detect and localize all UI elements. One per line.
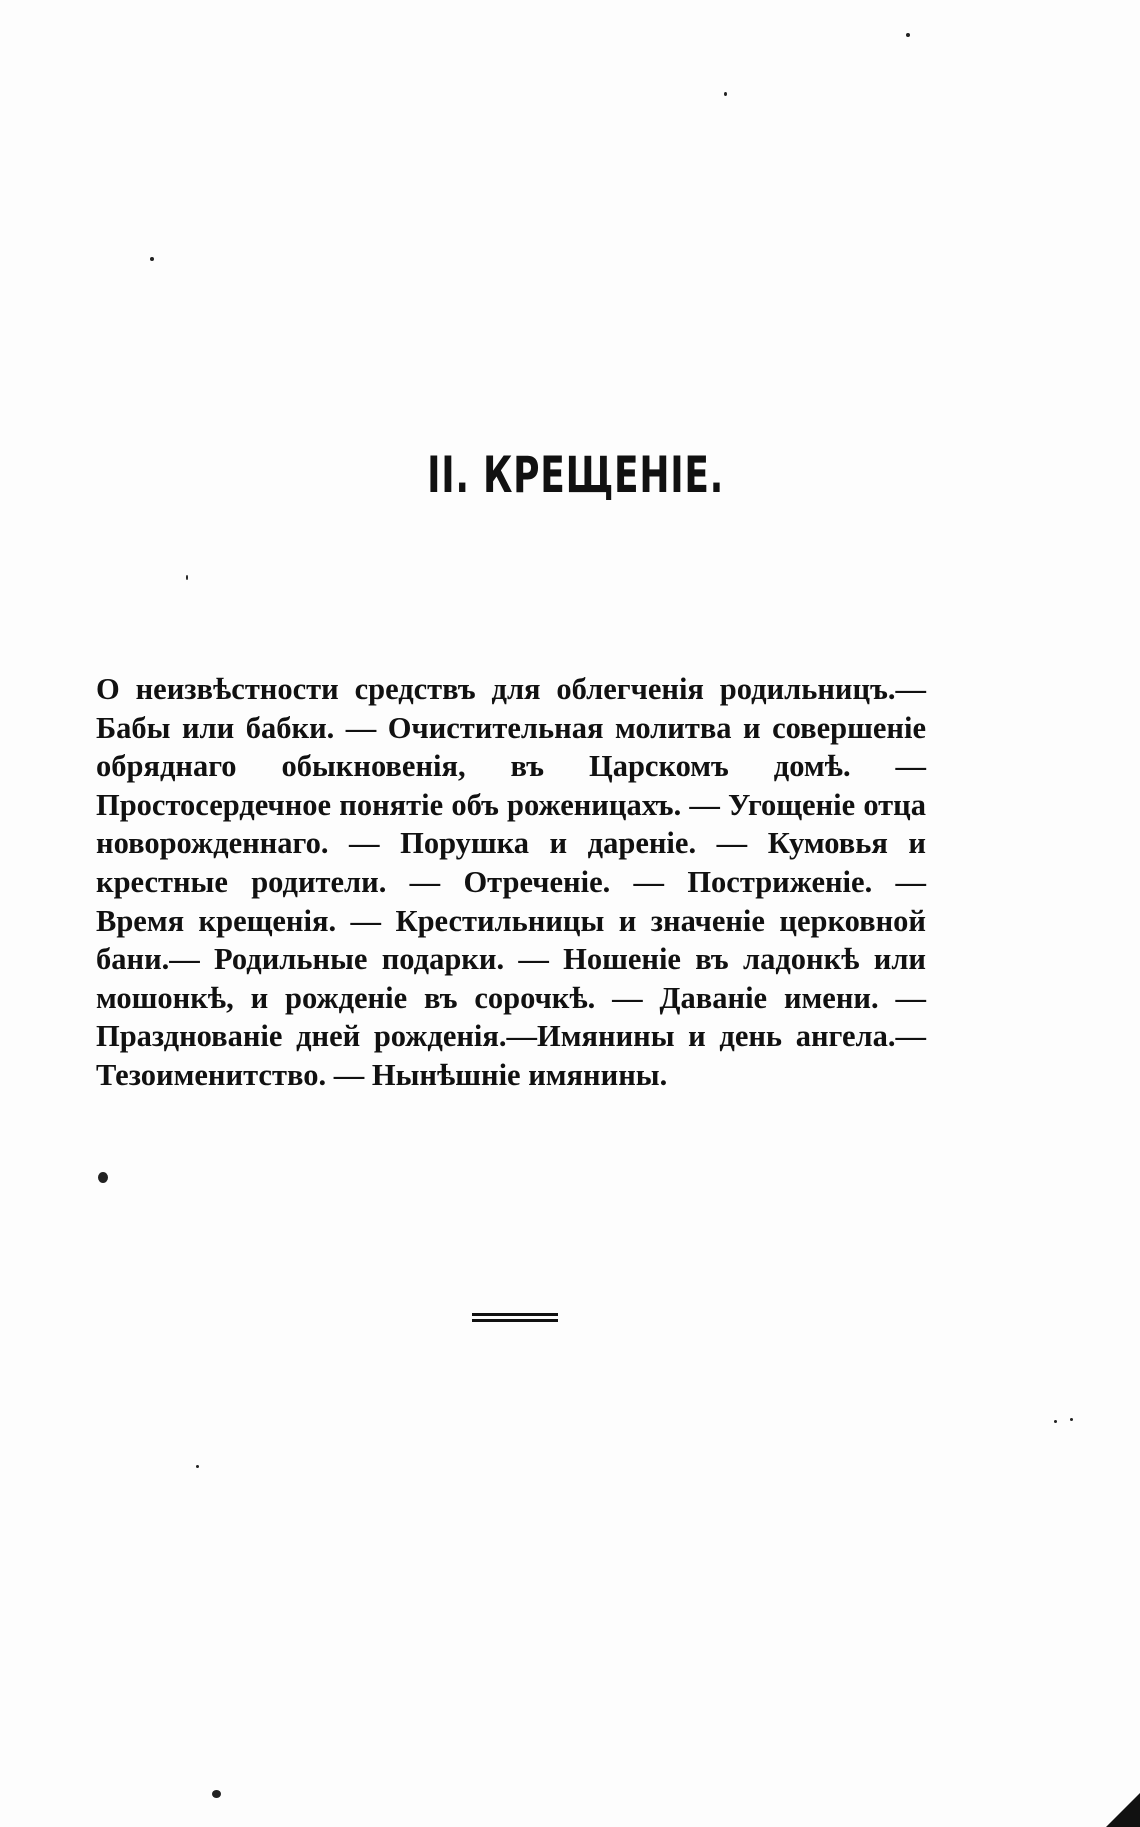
page-corner-shadow [1106, 1793, 1140, 1827]
divider-line-top [472, 1313, 558, 1316]
scan-speck [212, 1790, 221, 1798]
scan-speck [150, 257, 154, 261]
scan-speck [1054, 1420, 1057, 1423]
scan-speck [1070, 1418, 1073, 1421]
chapter-title: II. КРЕЩЕНІЕ. [427, 446, 725, 504]
scan-speck [196, 1465, 199, 1468]
divider-line-bottom [472, 1319, 558, 1322]
scan-speck [906, 33, 910, 37]
double-rule-divider [472, 1313, 558, 1322]
scan-speck [724, 92, 727, 96]
chapter-summary: О неизвѣстности средствъ для облегченія родильницъ.— Бабы или бабки. — Очистительная молитва и совершеніе обряднаго обыкновенія, въ Царскомъ домѣ. — Простосердечное понятіе объ роженицахъ. — Угощеніе отца новорожденнаго. — Порушка и дареніе. — Кумовья и крестные родители. — Отреченіе. — Постриженіе. — Время крещенія. — Крестильницы и значеніе церковной бани.— Родильные подарки. — Ношеніе въ ладонкѣ или мошонкѣ, и рожденіе въ сорочкѣ. — Даваніе имени. — Празднованіе дней рожденія.—Имянины и день ангела.— Тезоименитство. — Нынѣшніе имянины. [96, 672, 926, 1092]
scan-speck [98, 1172, 108, 1183]
scan-speck [186, 575, 188, 580]
